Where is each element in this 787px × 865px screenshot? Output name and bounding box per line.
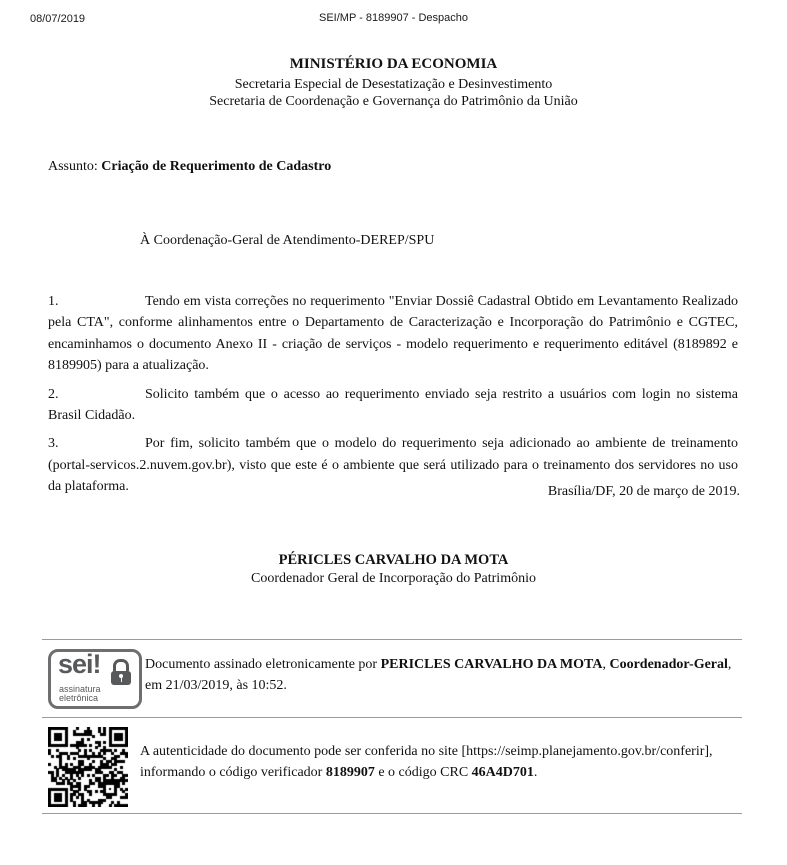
sei-logo-subtitle: assinatura eletrônica — [59, 684, 101, 703]
paragraph-number: 3. — [48, 436, 59, 452]
padlock-icon — [111, 659, 131, 685]
sei-signature-logo — [48, 649, 142, 709]
body-paragraphs — [48, 291, 738, 505]
paragraph: 3. Por fim, solicito também que o modelo do requerimento seja adicionado ao ambiente de treinamento (portal-servicos.2.nuvem.gov.br), visto que este é o ambiente que será utilizado para o treinamento dos servidores no uso da plataforma. — [48, 433, 738, 497]
verifier-code: 8189907 — [325, 764, 375, 780]
paragraph: 2. Solicito também que o acesso ao requerimento enviado seja restrito a usuários com login no sistema Brasil Cidadão. — [48, 384, 738, 427]
header-doc-title: SEI/MP - 8189907 - Despacho — [319, 12, 468, 24]
print-header — [0, 12, 787, 28]
divider-middle — [42, 717, 742, 718]
divider-top — [42, 639, 742, 640]
addressee-line: À Coordenação-Geral de Atendimento-DEREP/SPU — [140, 233, 435, 248]
subject-label: Assunto: — [48, 159, 102, 174]
paragraph-number: 2. — [48, 386, 59, 402]
verification-statement: A autenticidade do documento pode ser conferida no site [https://seimp.planejamento.gov.br/conferir], informando o código verificador 8189907 e o código CRC 46A4D701. — [140, 744, 713, 780]
divider-bottom — [42, 813, 742, 814]
signature-statement: Documento assinado eletronicamente por PERICLES CARVALHO DA MOTA, Coordenador-Geral, em 21/03/2019, às 10:52. — [145, 657, 732, 693]
qr-code — [48, 727, 128, 807]
header-date: 08/07/2019 — [30, 13, 86, 25]
subject-line — [48, 159, 331, 175]
sei-logo-wordmark: sei! — [58, 649, 101, 679]
signature-statement-role: Coordenador-Geral — [609, 657, 728, 672]
ministry-name: MINISTÉRIO DA ECONOMIA — [289, 56, 498, 72]
signature-statement-signer: PERICLES CARVALHO DA MOTA — [380, 657, 603, 672]
secretariat-line-2: Secretaria de Coordenação e Governança do Patrimônio da União — [209, 94, 578, 109]
crc-code: 46A4D701 — [471, 764, 534, 780]
secretariat-line-1: Secretaria Especial de Desestatização e Desinvestimento — [234, 77, 553, 92]
subject-value: Criação de Requerimento de Cadastro — [101, 159, 332, 174]
paragraph-number: 1. — [48, 294, 59, 309]
paragraph: 1. Tendo em vista correções no requerimento "Enviar Dossiê Cadastral Obtido em Levantamento Realizado pela CTA", conforme alinhamentos entre o Departamento de Caracterização e Incorporação do Patrimônio e CGTEC, encaminhamos o documento Anexo II - criação de serviços - modelo requerimento e requerimento editável (8189892 e 8189905) para a atualização. — [48, 291, 738, 377]
signature-block — [0, 552, 787, 587]
dateline: Brasília/DF, 20 de março de 2019. — [547, 484, 740, 499]
signer-role: Coordenador Geral de Incorporação do Patrimônio — [251, 571, 536, 586]
signer-name: PÉRICLES CARVALHO DA MOTA — [278, 552, 509, 568]
letterhead — [0, 56, 787, 110]
